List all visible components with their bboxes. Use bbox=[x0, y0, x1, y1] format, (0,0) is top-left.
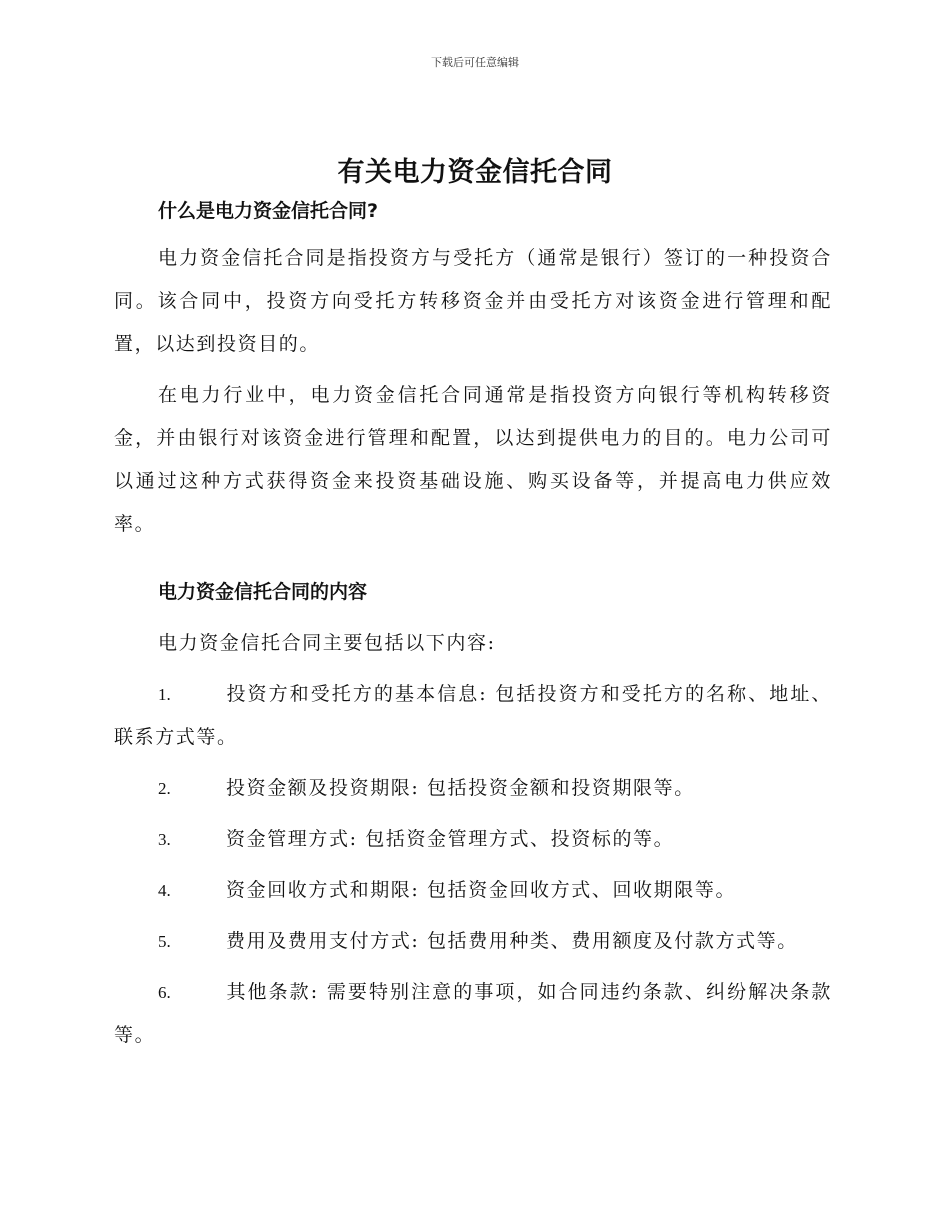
document-title: 有关电力资金信托合同 bbox=[337, 157, 613, 188]
list-item-text: 投资方和受托方的基本信息: 包括投资方和受托方的名称、地址、联系方式等。 bbox=[114, 683, 832, 748]
list-item-text: 资金管理方式: 包括资金管理方式、投资标的等。 bbox=[226, 828, 675, 850]
list-item-text: 费用及费用支付方式: 包括费用种类、费用额度及付款方式等。 bbox=[226, 930, 798, 952]
paragraph-definition: 电力资金信托合同是指投资方与受托方（通常是银行）签订的一种投资合同。该合同中，投资方向受托方转移资金并由受托方对该资金进行管理和配置，以达到投资目的。 bbox=[114, 247, 832, 355]
list-item-number: 4. bbox=[158, 881, 171, 900]
list-item-number: 6. bbox=[158, 983, 171, 1002]
list-item bbox=[114, 767, 832, 810]
list-item bbox=[114, 920, 832, 963]
list-item bbox=[114, 971, 832, 1057]
list-item bbox=[114, 673, 832, 759]
list-item-number: 2. bbox=[158, 779, 171, 798]
list-item bbox=[114, 869, 832, 912]
paragraph-contents-intro: 电力资金信托合同主要包括以下内容: bbox=[158, 632, 496, 654]
section-heading-contents: 电力资金信托合同的内容 bbox=[158, 581, 368, 603]
document-body bbox=[114, 193, 832, 1057]
list-item-number: 1. bbox=[158, 685, 171, 704]
list-item-text: 其他条款: 需要特别注意的事项，如合同违约条款、纠纷解决条款等。 bbox=[114, 981, 832, 1046]
list-item-number: 5. bbox=[158, 932, 171, 951]
section-heading-what-is: 什么是电力资金信托合同? bbox=[158, 200, 379, 222]
list-item bbox=[114, 818, 832, 861]
list-item-text: 资金回收方式和期限: 包括资金回收方式、回收期限等。 bbox=[226, 879, 737, 901]
list-item-text: 投资金额及投资期限: 包括投资金额和投资期限等。 bbox=[226, 777, 695, 799]
list-item-number: 3. bbox=[158, 830, 171, 849]
paragraph-industry: 在电力行业中，电力资金信托合同通常是指投资方向银行等机构转移资金，并由银行对该资金进行管理和配置，以达到提供电力的目的。电力公司可以通过这种方式获得资金来投资基础设施、购买设备等，并提高电力供应效率。 bbox=[114, 384, 832, 535]
header-note: 下载后可任意编辑 bbox=[431, 56, 519, 69]
